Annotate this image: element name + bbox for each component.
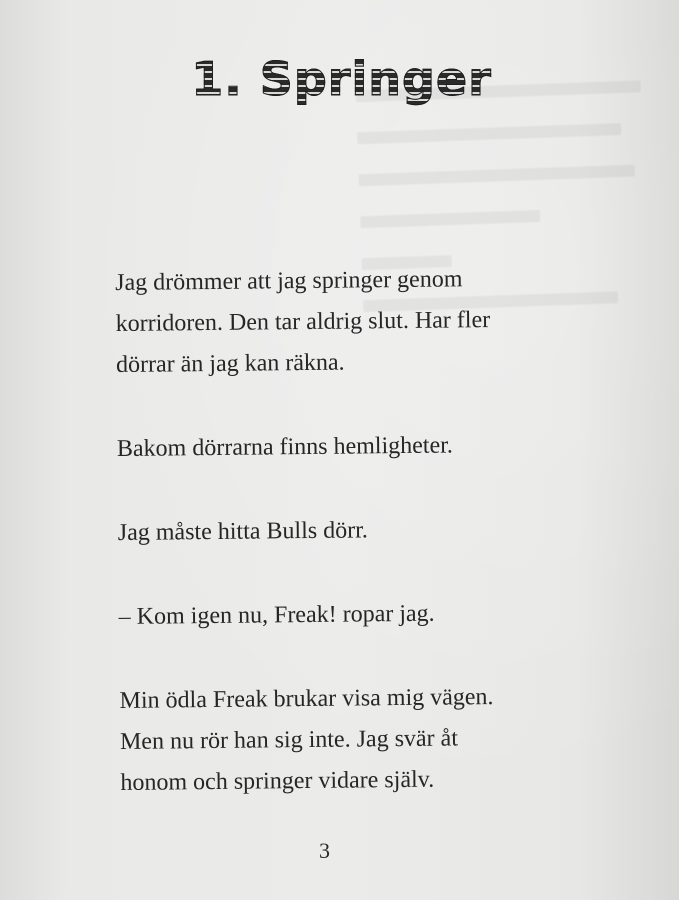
paragraph bbox=[115, 258, 616, 386]
text-line: korridoren. Den tar aldrig slut. Har fler bbox=[115, 307, 491, 337]
text-line: dörrar än jag kan räkna. bbox=[115, 349, 345, 378]
text-line: Bakom dörrarna finns hemligheter. bbox=[116, 432, 453, 462]
chapter-title-text: 1. Springer bbox=[191, 52, 492, 106]
paragraph bbox=[117, 424, 617, 470]
text-line: – Kom igen nu, Freak! ropar jag. bbox=[118, 600, 435, 630]
paragraph bbox=[119, 676, 620, 804]
body-text bbox=[115, 258, 621, 847]
paragraph bbox=[118, 592, 618, 638]
text-line: Men nu rör han sig inte. Jag svär åt bbox=[119, 725, 459, 755]
page-number: 3 bbox=[319, 838, 330, 863]
chapter-title bbox=[2, 52, 679, 106]
text-line: Jag måste hitta Bulls dörr. bbox=[117, 517, 368, 546]
text-line: Jag drömmer att jag springer genom bbox=[115, 266, 463, 296]
text-line: honom och springer vidare själv. bbox=[120, 766, 435, 796]
text-line: Min ödla Freak brukar visa mig vägen. bbox=[119, 684, 494, 714]
paragraph bbox=[118, 508, 618, 554]
